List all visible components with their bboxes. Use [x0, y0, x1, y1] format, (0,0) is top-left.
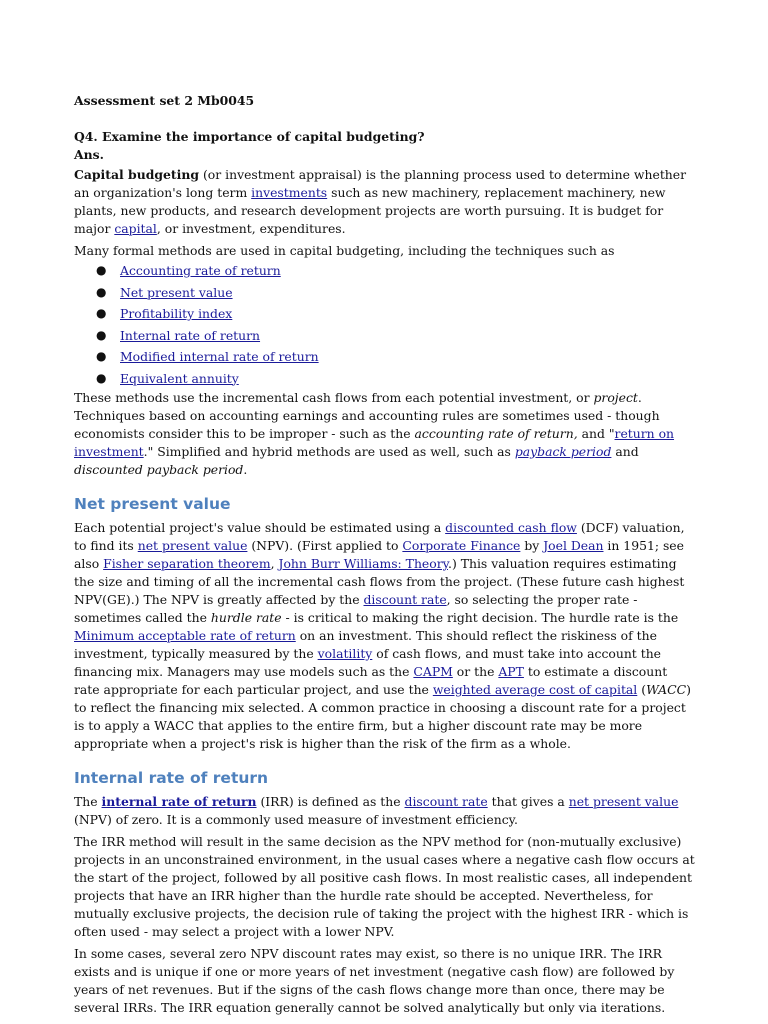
bullet-icon: ●	[96, 306, 107, 320]
document-body	[74, 90, 696, 1017]
link-investments[interactable]: investments	[251, 185, 328, 200]
list-item	[92, 260, 696, 282]
methods-list	[74, 260, 696, 389]
link-fisher-separation[interactable]: Fisher separation theorem	[103, 556, 271, 571]
link-return-on-investment[interactable]: return on investment	[74, 426, 675, 459]
link-discount-rate[interactable]: discount rate	[363, 592, 447, 607]
link-joel-dean[interactable]: Joel Dean	[543, 538, 604, 553]
term-capital-budgeting: Capital budgeting	[74, 167, 200, 182]
list-item	[92, 368, 696, 390]
bullet-icon: ●	[96, 370, 107, 385]
npv-paragraph: Each potential project's value should be estimated using a discounted cash flow (DCF) valuation, to find its net present value (NPV). (First applied to Corporate Finance by Joel Dean in 1951; see also Fisher separation theorem, John Burr Williams: Theory.) This valuation requires estimating the size and timing of all the incremental cash flows from the project. (These future cash highest NPV(GE).) The NPV is greatly affected by the discount rate, so selecting the proper rate - sometimes called the hurdle rate - is critical to making the right decision. The hurdle rate is the Minimum acceptable rate of return on an investment. This should reflect the riskiness of the investment, typically measured by the volatility of cash flows, and must take into account the financing mix. Managers may use models such as the CAPM or the APT to estimate a discount rate appropriate for each particular project, and use the weighted average cost of capital (WACC) to reflect the financing mix selected. A common practice in choosing a discount rate for a project is to apply a WACC that applies to the entire firm, but a higher discount rate may be more appropriate when a project's risk is higher than the risk of the firm as a whole.	[74, 520, 691, 751]
list-item	[92, 282, 696, 304]
link-npv[interactable]: net present value	[137, 538, 248, 553]
link-capital[interactable]: capital	[114, 221, 157, 236]
heading-internal-rate-of-return: Internal rate of return	[74, 769, 269, 787]
list-item	[92, 303, 696, 325]
answer-label: Ans.	[74, 147, 104, 162]
bullet-icon: ●	[96, 263, 107, 277]
heading-net-present-value: Net present value	[74, 495, 231, 513]
link-apt[interactable]: APT	[498, 664, 524, 679]
bullet-icon: ●	[96, 349, 107, 363]
irr-paragraph-3: In some cases, several zero NPV discount rates may exist, so there is no unique IRR. The IRR exists and is unique if one or more years of net investment (negative cash flow) are followed by years of net revenues. But if the signs of the cash flows change more than once, there may be several IRRs. The IRR equation generally cannot be solved analytically but only via iterations.	[74, 946, 675, 1015]
link-internal-rate-of-return[interactable]: Internal rate of return	[120, 327, 261, 343]
link-irr-term[interactable]: internal rate of return	[101, 794, 257, 809]
link-irr-discount-rate[interactable]: discount rate	[404, 794, 488, 809]
link-corporate-finance[interactable]: Corporate Finance	[402, 538, 521, 553]
link-payback-period[interactable]: payback period	[514, 444, 612, 459]
techniques-paragraph: These methods use the incremental cash flows from each potential investment, or project. Techniques based on accounting earnings and accounting rules are sometimes used - though economists consider this to be improper - such as the accounting rate of return, and "return on investment." Simplified and hybrid methods are used as well, such as payback period and discounted payback period.	[74, 390, 675, 477]
irr-paragraph-1: The internal rate of return (IRR) is defined as the discount rate that gives a net present value (NPV) of zero. It is a commonly used measure of investment efficiency.	[74, 794, 679, 827]
link-net-present-value[interactable]: Net present value	[120, 284, 233, 300]
bullet-icon: ●	[96, 284, 107, 299]
link-john-burr-williams[interactable]: John Burr Williams: Theory	[278, 556, 448, 571]
question-heading: Q4. Examine the importance of capital budgeting?	[74, 129, 425, 144]
link-profitability-index[interactable]: Profitability index	[120, 306, 233, 321]
link-modified-irr[interactable]: Modified internal rate of return	[120, 349, 319, 364]
link-irr-npv[interactable]: net present value	[568, 794, 679, 809]
methods-intro: Many formal methods are used in capital budgeting, including the techniques such as	[74, 243, 615, 258]
link-min-acceptable-rate[interactable]: Minimum acceptable rate of return	[74, 628, 296, 643]
list-item	[92, 346, 696, 368]
irr-paragraph-2: The IRR method will result in the same decision as the NPV method for (non-mutually exclusive) projects in an unconstrained environment, in the usual cases where a negative cash flow occurs at the start of the project, followed by all positive cash flows. In most realistic cases, all independent projects that have an IRR higher than the hurdle rate should be accepted. Nevertheless, for mutually exclusive projects, the decision rule of taking the project with the highest IRR - which is often used - may select a project with a lower NPV.	[74, 834, 695, 939]
link-capm[interactable]: CAPM	[413, 664, 453, 679]
intro-paragraph: Capital budgeting (or investment appraisal) is the planning process used to determine whether an organization's long term investments such as new machinery, replacement machinery, new plants, new products, and research development projects are worth pursuing. It is budget for major capital, or investment, expenditures.	[74, 167, 687, 236]
document-title: Assessment set 2 Mb0045	[74, 93, 255, 108]
link-equivalent-annuity[interactable]: Equivalent annuity	[120, 370, 239, 386]
link-wacc[interactable]: weighted average cost of capital	[432, 682, 638, 697]
list-item	[92, 325, 696, 347]
link-accounting-rate-of-return[interactable]: Accounting rate of return	[120, 263, 281, 278]
link-discounted-cash-flow[interactable]: discounted cash flow	[445, 520, 577, 535]
link-volatility[interactable]: volatility	[317, 646, 373, 661]
bullet-icon: ●	[96, 327, 107, 342]
